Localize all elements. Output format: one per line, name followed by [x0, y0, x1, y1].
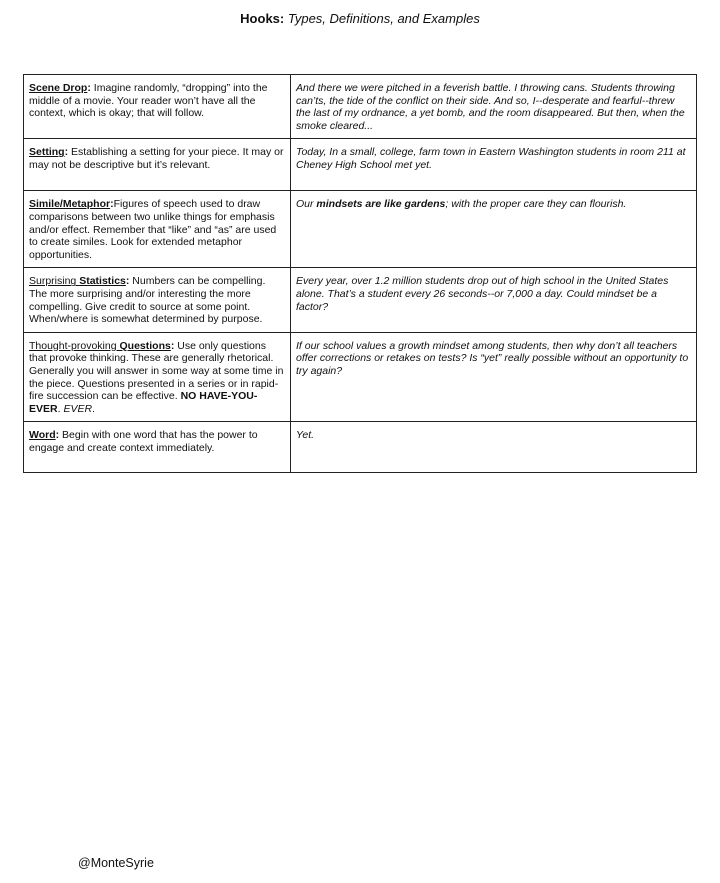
hooks-table	[23, 74, 697, 473]
definition-cell	[24, 139, 291, 191]
table-row	[24, 75, 697, 139]
author-handle: @MonteSyrie	[78, 856, 154, 870]
table-row	[24, 332, 697, 422]
term-colon: :	[110, 198, 114, 211]
definition-text: Imagine randomly, “dropping” into the middle of a movie. Your reader won’t have all the context, which is okay; that will follow.	[29, 82, 268, 120]
term-label-bold: Questions	[119, 339, 171, 352]
definition-text: Numbers can be compelling. The more surprising and/or interesting the more compelling. Give credit to source at some point. When/where is somewhat determined by purpose.	[29, 275, 266, 326]
term-colon: :	[55, 429, 60, 442]
term-label-plain: Surprising	[29, 275, 80, 288]
term-label: Scene Drop	[29, 82, 88, 94]
term-colon: :	[64, 146, 69, 159]
definition-cell	[24, 332, 291, 422]
example-cell	[291, 75, 697, 139]
definition-italic: EVER	[63, 402, 93, 415]
definition-cell	[24, 422, 291, 473]
term-colon: :	[87, 82, 91, 94]
term-label-bold: Statistics	[79, 275, 126, 288]
title-italic: Types, Definitions, and Examples	[287, 11, 480, 26]
page-title	[0, 11, 720, 27]
term-label-plain: Thought-provoking	[29, 339, 120, 352]
example-text: Every year, over 1.2 million students drop out of high school in the United States alone. That’s a student every 26 seconds--or 7,000 a day. Could mindset be a factor?	[296, 275, 669, 313]
definition-bold: NO HAVE-YOU-EVER	[29, 390, 258, 415]
example-cell	[291, 268, 697, 332]
definition-text: Figures of speech used to draw comparisons between two unlike things for emphasis and/or effect. Remember that “like” and “as” are used to create similes. Look for extended metaphor opportunities.	[29, 198, 277, 261]
table-row	[24, 268, 697, 332]
term-label: Setting	[29, 146, 65, 159]
definition-text: Use only questions that provoke thinking. These are generally rhetorical. Generally you will answer in some way at some time in the piece. Questions presented in a series or in rapid-fire succession can be effective.	[29, 339, 284, 403]
definition-cell	[24, 191, 291, 268]
definition-cell	[24, 75, 291, 139]
definition-cell	[24, 268, 291, 332]
example-text: And there we were pitched in a feverish battle. I throwing cans. Students throwing can’ts, the tide of the conflict on their side. And so, I--desperate and fearful--threw the last of my ordnance, a yet bomb, and the room disappeared. But then, when the smoke cleared...	[296, 82, 685, 132]
title-bold: Hooks:	[240, 11, 285, 26]
term-label: Word	[29, 429, 56, 442]
example-text: If our school values a growth mindset among students, then why don’t all teachers offer corrections or retakes on tests? Is “yet” really possible without an opportunity to try again?	[296, 339, 689, 377]
example-pre: Our	[296, 198, 317, 211]
definition-text: Establishing a setting for your piece. It may or may not be descriptive but it’s relevant.	[29, 146, 284, 171]
example-bold: mindsets are like gardens	[316, 198, 446, 211]
term-colon: :	[125, 275, 130, 288]
table-row	[24, 191, 697, 268]
example-cell	[291, 422, 697, 473]
example-cell	[291, 332, 697, 422]
table-row	[24, 139, 697, 191]
definition-mid: .	[57, 402, 64, 415]
example-cell	[291, 191, 697, 268]
term-colon: :	[170, 339, 175, 352]
example-text: Today, In a small, college, farm town in Eastern Washington students in room 211 at Cheney High School met yet.	[296, 146, 686, 171]
example-post: ; with the proper care they can flourish.	[445, 198, 627, 211]
definition-end: .	[92, 402, 95, 415]
example-cell	[291, 139, 697, 191]
definition-text: Begin with one word that has the power to engage and create context immediately.	[29, 429, 258, 454]
table-row	[24, 422, 697, 473]
example-text: Yet.	[296, 429, 315, 442]
term-label: Simile/Metaphor	[29, 198, 111, 211]
